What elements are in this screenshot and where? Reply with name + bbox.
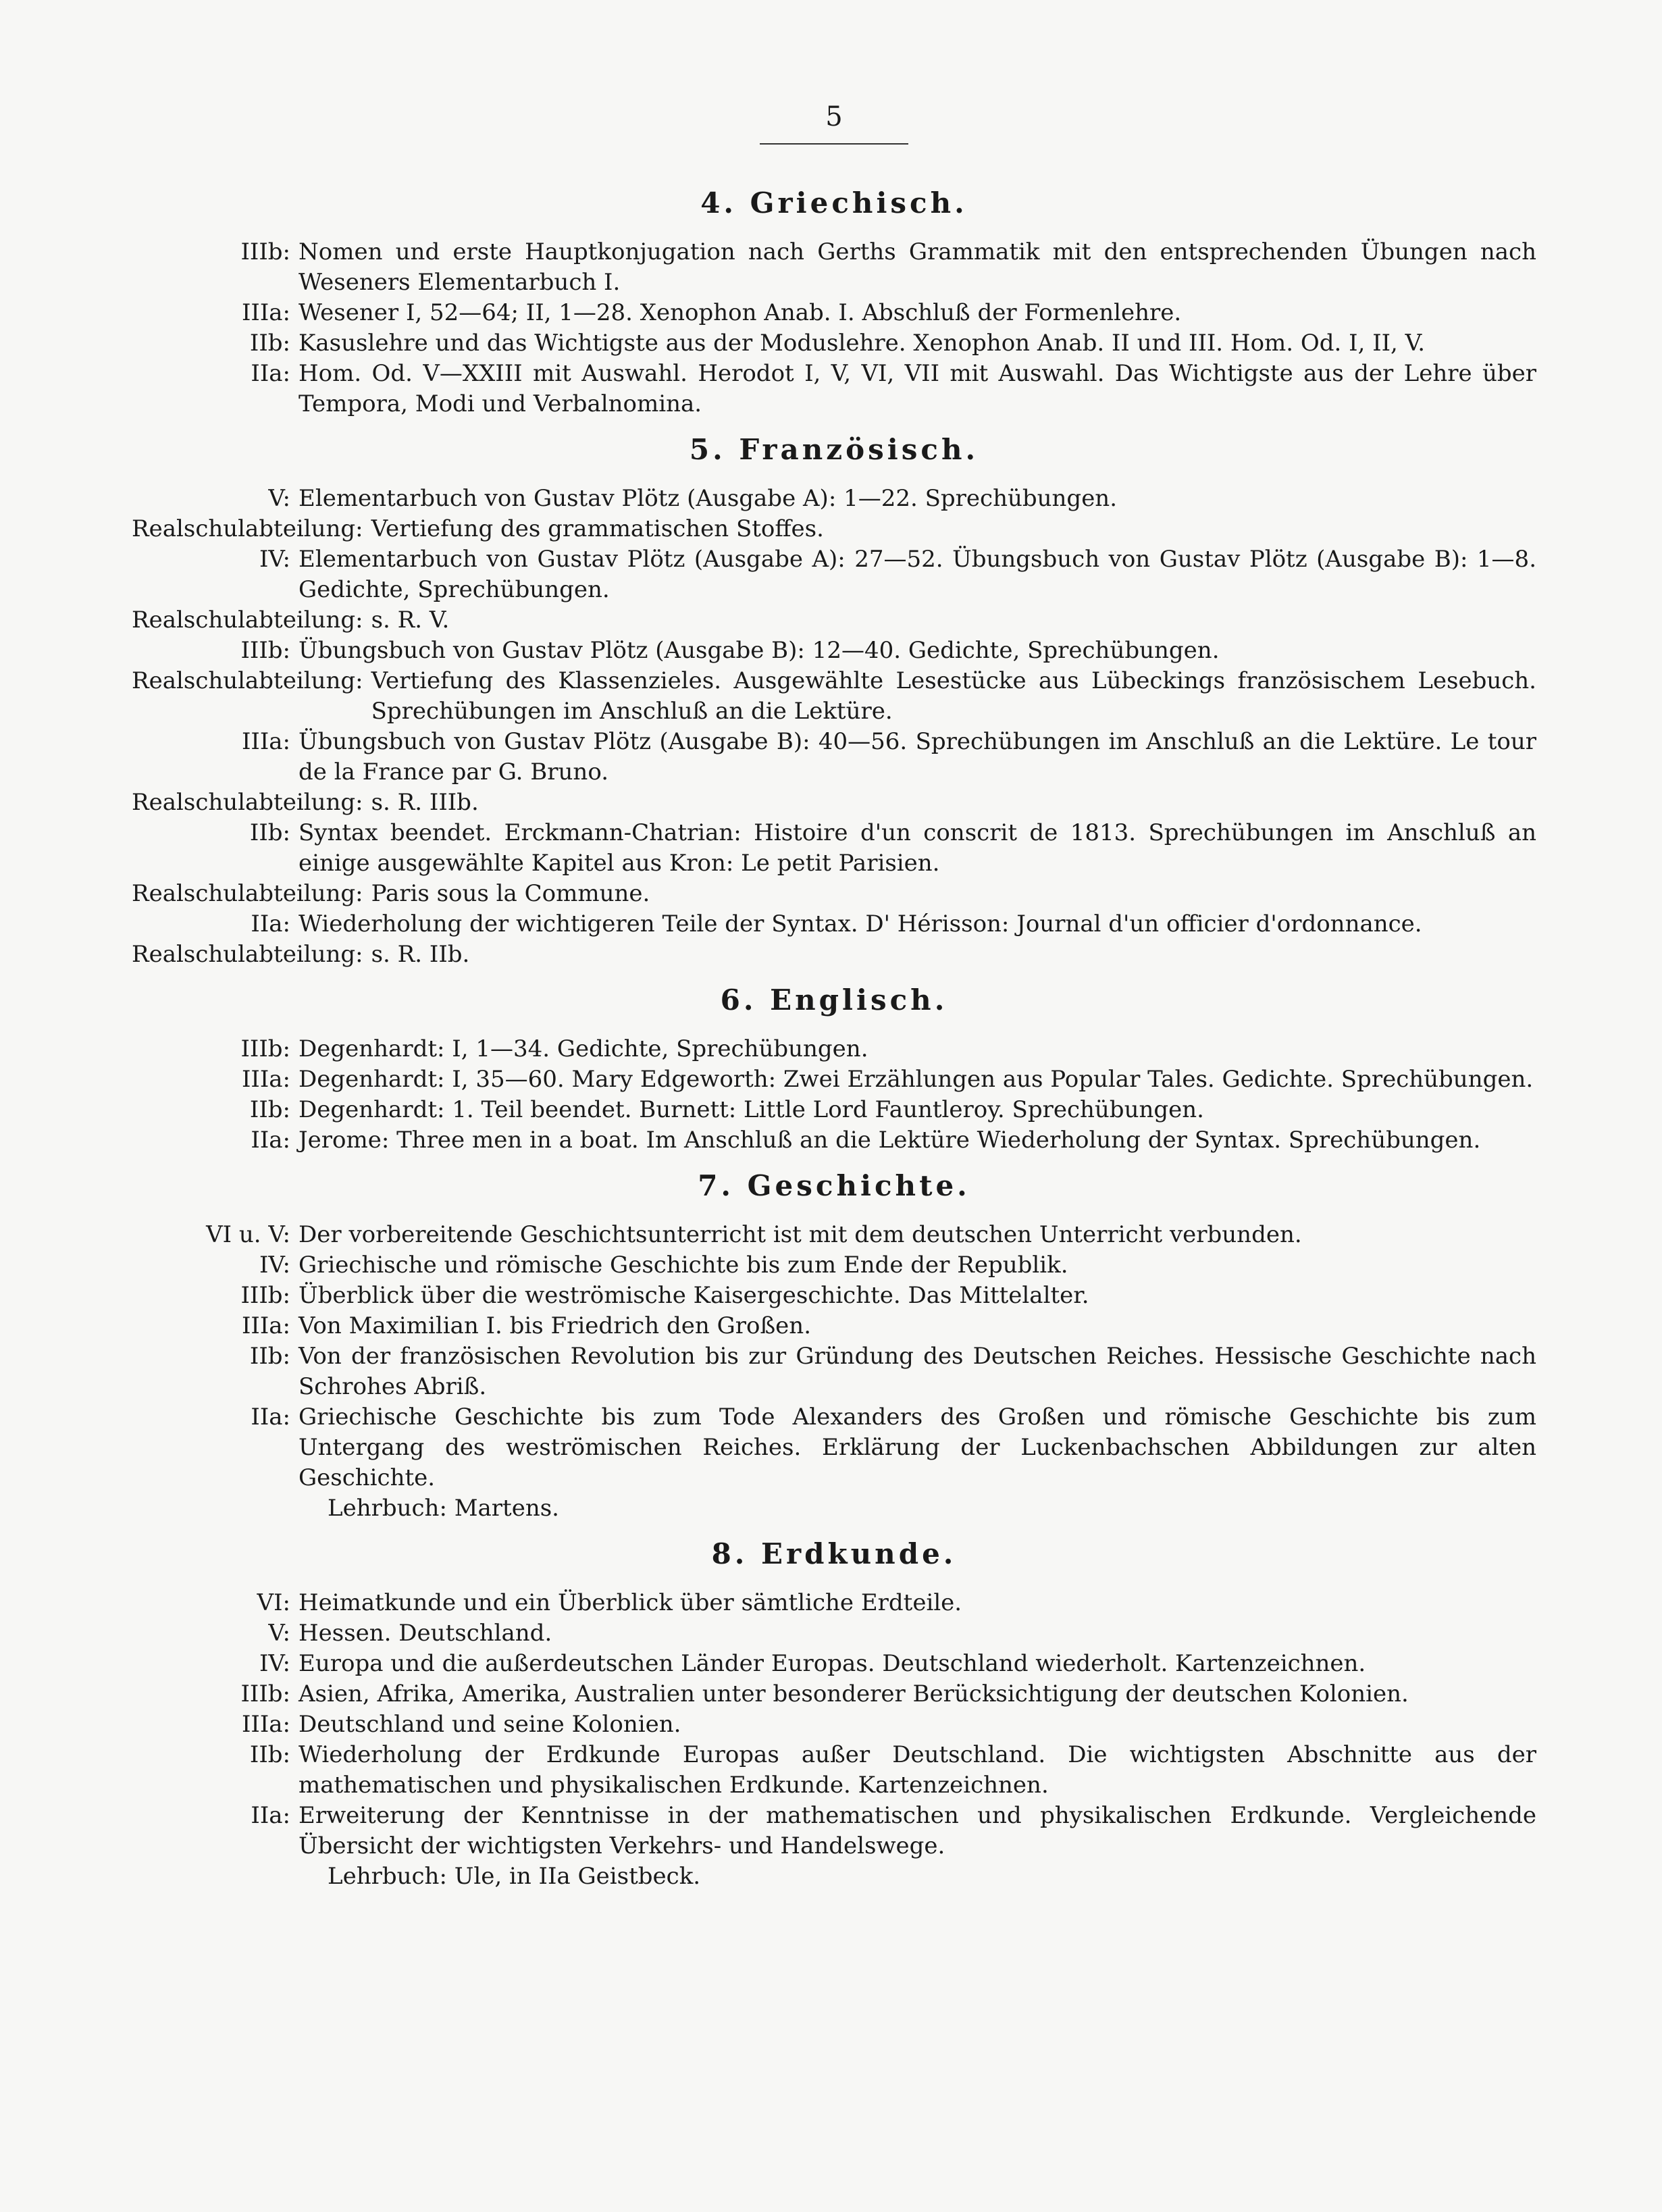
class-label: IIb: xyxy=(249,1343,290,1370)
entry-realschule xyxy=(132,940,1536,970)
entry-text: Überblick über die weströmische Kaisergeschichte. Das Mittelalter. xyxy=(298,1282,1089,1309)
class-label: IIIb: xyxy=(240,637,290,664)
entry-text: Degenhardt: 1. Teil beendet. Burnett: Little Lord Fauntleroy. Sprechübungen. xyxy=(298,1096,1204,1123)
entry-text: Übungsbuch von Gustav Plötz (Ausgabe B): 12—40. Gedichte, Sprechübungen. xyxy=(298,637,1220,664)
entry xyxy=(132,1095,1536,1125)
class-label: IIIb: xyxy=(240,238,290,265)
entry xyxy=(132,298,1536,328)
header-rule xyxy=(760,143,908,145)
class-label: IV: xyxy=(259,546,290,573)
textbook-note: Lehrbuch: Martens. xyxy=(328,1495,559,1522)
entry-text: Hom. Od. V—XXIII mit Auswahl. Herodot I, V, VI, VII mit Auswahl. Das Wichtigste aus der Lehre über Tempora, Modi und Verbalnomina. xyxy=(298,360,1536,417)
section-title: 5. Französisch. xyxy=(689,433,979,466)
entry-text: Hessen. Deutschland. xyxy=(298,1620,552,1647)
entry xyxy=(132,1034,1536,1064)
entry-text: s. R. IIb. xyxy=(371,941,470,968)
entry-text: Kasuslehre und das Wichtigste aus der Moduslehre. Xenophon Anab. II und III. Hom. Od. I, II, V. xyxy=(298,330,1426,357)
class-label: Realschulabteilung: xyxy=(132,789,363,816)
class-label: IIb: xyxy=(249,1096,290,1123)
entry xyxy=(132,1125,1536,1156)
entry-text: Wiederholung der Erdkunde Europas außer Deutschland. Die wichtigsten Abschnitte aus der mathematischen und physikalischen Erdkunde. Kartenzeichnen. xyxy=(298,1741,1536,1799)
entry-text: Vertiefung des grammatischen Stoffes. xyxy=(371,515,824,542)
entry-text: s. R. IIIb. xyxy=(371,789,479,816)
entry xyxy=(132,727,1536,788)
entry xyxy=(132,1341,1536,1402)
class-label: Realschulabteilung: xyxy=(132,880,363,907)
class-label: Realschulabteilung: xyxy=(132,607,363,634)
entry-text: Deutschland und seine Kolonien. xyxy=(298,1711,681,1738)
entry xyxy=(132,1740,1536,1801)
entry-realschule xyxy=(132,879,1536,909)
entry-realschule xyxy=(132,788,1536,818)
class-label: IIIa: xyxy=(241,1066,290,1093)
entry-text: Degenhardt: I, 1—34. Gedichte, Sprechübungen. xyxy=(298,1035,868,1062)
entry xyxy=(132,1064,1536,1095)
class-label: IIa: xyxy=(251,1127,290,1154)
class-label: VI: xyxy=(257,1589,290,1616)
section-english xyxy=(132,983,1536,1156)
entry xyxy=(132,1801,1536,1861)
entry xyxy=(132,1220,1536,1250)
entry-text: Übungsbuch von Gustav Plötz (Ausgabe B): 40—56. Sprechübungen im Anschluß an die Lektüre. Le tour de la France par G. Bruno. xyxy=(298,728,1536,786)
entry-text: Wesener I, 52—64; II, 1—28. Xenophon Anab. I. Abschluß der Formenlehre. xyxy=(298,299,1182,326)
class-label: IIIa: xyxy=(241,1711,290,1738)
section-title: 8. Erdkunde. xyxy=(711,1537,957,1570)
section-history xyxy=(132,1169,1536,1524)
entry xyxy=(132,1709,1536,1740)
entry-text: Elementarbuch von Gustav Plötz (Ausgabe A): 1—22. Sprechübungen. xyxy=(298,485,1118,512)
section-greek xyxy=(132,186,1536,419)
class-label: IV: xyxy=(259,1252,290,1279)
entry xyxy=(132,1311,1536,1341)
class-label: IIIb: xyxy=(240,1035,290,1062)
class-label: Realschulabteilung: xyxy=(132,667,363,694)
entry-text: Asien, Afrika, Amerika, Australien unter besonderer Berücksichtigung der deutschen Kolonien. xyxy=(298,1680,1409,1707)
section-geography xyxy=(132,1537,1536,1892)
class-label: IIIa: xyxy=(241,1312,290,1339)
page-number: 5 xyxy=(825,101,843,132)
class-label: IIa: xyxy=(251,1404,290,1431)
entry-text: Vertiefung des Klassenzieles. Ausgewählte Lesestücke aus Lübeckings französischem Lesebuch. Sprechübungen im Anschluß an die Lektüre. xyxy=(371,667,1536,725)
class-label: V: xyxy=(268,1620,290,1647)
class-label: IIa: xyxy=(251,1802,290,1829)
entry xyxy=(132,909,1536,940)
entry-realschule xyxy=(132,605,1536,636)
class-label: IV: xyxy=(259,1650,290,1677)
entry-text: s. R. V. xyxy=(371,607,450,634)
entry-text: Von der französischen Revolution bis zur Gründung des Deutschen Reiches. Hessische Geschichte nach Schrohes Abriß. xyxy=(298,1343,1536,1400)
class-label: IIb: xyxy=(249,330,290,357)
section-title: 6. Englisch. xyxy=(720,983,948,1017)
class-label: VI u. V: xyxy=(206,1221,290,1248)
class-label: IIa: xyxy=(251,910,290,937)
entry-text: Wiederholung der wichtigeren Teile der Syntax. D' Hérisson: Journal d'un officier d'ordonnance. xyxy=(298,910,1422,937)
entry-realschule xyxy=(132,514,1536,544)
entry xyxy=(132,1588,1536,1618)
page-content xyxy=(132,174,1536,1905)
entry-realschule xyxy=(132,666,1536,727)
class-label: IIa: xyxy=(251,360,290,387)
class-label: IIIa: xyxy=(241,728,290,755)
entry-text: Erweiterung der Kenntnisse in der mathematischen und physikalischen Erdkunde. Vergleichende Übersicht der wichtigsten Verkehrs- und Handelswege. xyxy=(298,1802,1536,1859)
class-label: IIb: xyxy=(249,819,290,846)
class-label: IIb: xyxy=(249,1741,290,1768)
entry-text: Degenhardt: I, 35—60. Mary Edgeworth: Zwei Erzählungen aus Popular Tales. Gedichte. Sprechübungen. xyxy=(298,1066,1534,1093)
entry xyxy=(132,1649,1536,1679)
entry xyxy=(132,636,1536,666)
entry xyxy=(132,1679,1536,1709)
entry xyxy=(132,237,1536,298)
entry xyxy=(132,1618,1536,1649)
class-label: Realschulabteilung: xyxy=(132,515,363,542)
entry xyxy=(132,1402,1536,1493)
textbook-note: Lehrbuch: Ule, in IIa Geistbeck. xyxy=(328,1863,701,1890)
entry xyxy=(132,1281,1536,1311)
entry-text: Der vorbereitende Geschichtsunterricht ist mit dem deutschen Unterricht verbunden. xyxy=(298,1221,1302,1248)
class-label: Realschulabteilung: xyxy=(132,941,363,968)
entry xyxy=(132,544,1536,605)
entry-text: Von Maximilian I. bis Friedrich den Großen. xyxy=(298,1312,812,1339)
entry xyxy=(132,359,1536,419)
entry-text: Europa und die außerdeutschen Länder Europas. Deutschland wiederholt. Kartenzeichnen. xyxy=(298,1650,1366,1677)
entry xyxy=(132,328,1536,359)
entry xyxy=(132,1250,1536,1281)
section-french xyxy=(132,433,1536,970)
entry-text: Elementarbuch von Gustav Plötz (Ausgabe A): 27—52. Übungsbuch von Gustav Plötz (Ausgabe B): 1—8. Gedichte, Sprechübungen. xyxy=(298,546,1536,603)
section-title: 4. Griechisch. xyxy=(700,186,968,220)
class-label: IIIa: xyxy=(241,299,290,326)
section-title: 7. Geschichte. xyxy=(698,1169,970,1202)
entry-text: Griechische und römische Geschichte bis zum Ende der Republik. xyxy=(298,1252,1068,1279)
class-label: IIIb: xyxy=(240,1282,290,1309)
entry xyxy=(132,818,1536,879)
entry xyxy=(132,484,1536,514)
entry-text: Syntax beendet. Erckmann-Chatrian: Histoire d'un conscrit de 1813. Sprechübungen im Anschluß an einige ausgewählte Kapitel aus Kron: Le petit Parisien. xyxy=(298,819,1536,877)
entry-text: Heimatkunde und ein Überblick über sämtliche Erdteile. xyxy=(298,1589,962,1616)
entry-text: Griechische Geschichte bis zum Tode Alexanders des Großen und römische Geschichte bis zum Untergang des weströmischen Reiches. Erklärung der Luckenbachschen Abbildungen zur alten Geschichte. xyxy=(298,1404,1536,1491)
entry-text: Jerome: Three men in a boat. Im Anschluß an die Lektüre Wiederholung der Syntax. Sprechübungen. xyxy=(298,1127,1481,1154)
entry-text: Paris sous la Commune. xyxy=(371,880,650,907)
class-label: IIIb: xyxy=(240,1680,290,1707)
entry-text: Nomen und erste Hauptkonjugation nach Gerths Grammatik mit den entsprechenden Übungen nach Weseners Elementarbuch I. xyxy=(298,238,1536,296)
class-label: V: xyxy=(268,485,290,512)
